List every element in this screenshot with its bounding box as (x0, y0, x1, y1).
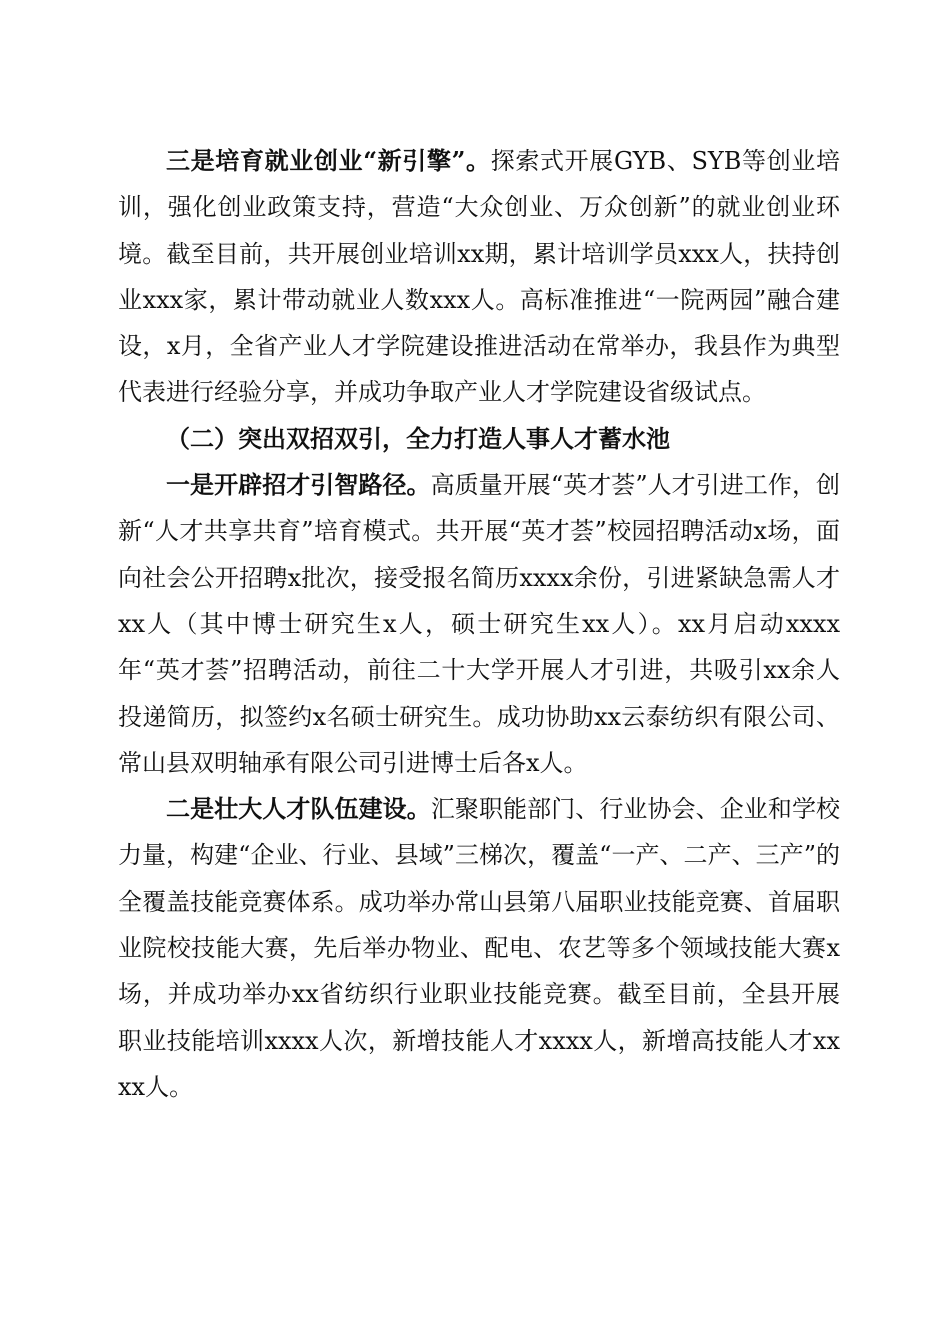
paragraph-lead: 一是开辟招才引智路径。 (166, 470, 431, 500)
paragraph-body: 高质量开展“英才荟”人才引进工作，创新“人才共享共育”培育模式。共开展“英才荟”校园招聘活动x场，面向社会公开招聘x批次，接受报名简历xxxx余份，引进紧缺急需人才xx人（其中博士研究生x人，硕士研究生xx人）。xx月启动xxxx年“英才荟”招聘活动，前往二十大学开展人才引进，共吸引xx余人投递简历，拟签约x名硕士研究生。成功协助xx云泰纺织有限公司、常山县双明轴承有限公司引进博士后各x人。 (118, 471, 840, 777)
paragraph-lead: 二是壮大人才队伍建设。 (166, 794, 431, 824)
document-body (118, 138, 840, 1110)
paragraph-body: 汇聚职能部门、行业协会、企业和学校力量，构建“企业、行业、县域”三梯次，覆盖“一产、二产、三产”的全覆盖技能竞赛体系。成功举办常山县第八届职业技能竞赛、首届职业院校技能大赛，先后举办物业、配电、农艺等多个领域技能大赛x场，并成功举办xx省纺织行业职业技能竞赛。截至目前，全县开展职业技能培训xxxx人次，新增技能人才xxxx人，新增高技能人才xxxx人。 (118, 795, 841, 1101)
section-heading: （二）突出双招双引，全力打造人事人才蓄水池 (166, 423, 670, 453)
paragraph-talent-path (118, 462, 840, 786)
paragraph-talent-team (118, 786, 840, 1110)
paragraph-body: 探索式开展GYB、SYB等创业培训，强化创业政策支持，营造“大众创业、万众创新”的就业创业环境。截至目前，共开展创业培训xx期，累计培训学员xxx人，扶持创业xxx家，累计带动就业人数xxx人。高标准推进“一院两园”融合建设，x月，全省产业人才学院建设推进活动在常举办，我县作为典型代表进行经验分享，并成功争取产业人才学院建设省级试点。 (118, 147, 840, 407)
paragraph-new-engine (118, 138, 840, 416)
paragraph-lead: 三是培育就业创业“新引擎”。 (166, 146, 491, 175)
